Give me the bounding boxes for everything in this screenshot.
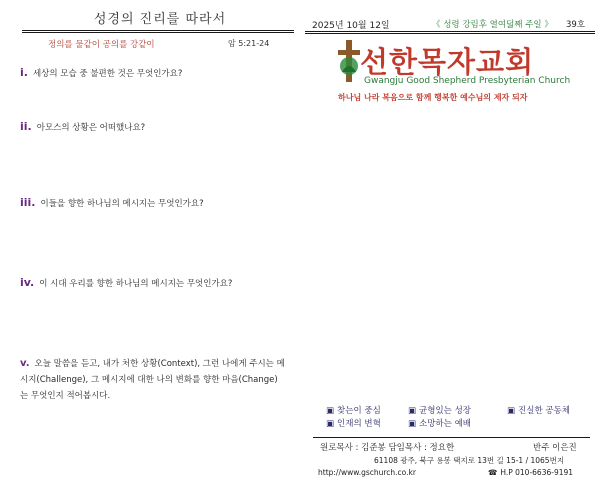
question-text: 이 시대 우리를 향한 하나님의 메시지는 무엇인가요? xyxy=(39,279,233,289)
question-item xyxy=(20,120,145,133)
church-logo-icon xyxy=(336,38,362,84)
checkbox-icon: ▣ xyxy=(408,406,417,416)
question-item xyxy=(20,66,182,79)
question-text: 세상의 모습 중 불편한 것은 무엇인가요? xyxy=(32,69,183,79)
core-value-item xyxy=(326,404,381,416)
core-value-label: 균형있는 성장 xyxy=(419,406,471,416)
scripture-reference: 암 5:21-24 xyxy=(228,39,270,48)
sermon-title: 정의를 물같이 공의를 강같이 xyxy=(48,40,155,50)
question-number: ii. xyxy=(20,120,32,133)
question-number: v. xyxy=(20,358,30,369)
core-value-label: 소망하는 예배 xyxy=(419,419,471,429)
core-value-item xyxy=(326,417,381,429)
core-value-item xyxy=(408,404,471,416)
checkbox-icon: ▣ xyxy=(408,419,417,429)
phone-number xyxy=(488,468,573,477)
question-number: iv. xyxy=(20,276,35,289)
checkbox-icon: ▣ xyxy=(326,406,335,416)
question-text: 이들을 향한 하나님의 메시지는 무엇인가요? xyxy=(40,199,204,209)
header-divider xyxy=(305,31,595,34)
question-item xyxy=(20,356,285,404)
question-item xyxy=(20,196,204,209)
question-text: 오늘 말씀을 듣고, 내가 처한 상황(Context), 그런 나에게 주시는 메시지(Challenge), 그 메시지에 대한 나의 변화를 향한 마음(Change)는 무엇인지 적어봅시다. xyxy=(20,359,285,401)
question-item xyxy=(20,276,232,289)
question-text: 아모스의 상황은 어떠했나요? xyxy=(36,123,146,133)
core-value-item xyxy=(408,417,471,429)
question-number: i. xyxy=(20,66,28,79)
footer-divider xyxy=(313,437,590,438)
core-value-item xyxy=(507,404,570,416)
checkbox-icon: ▣ xyxy=(326,419,335,429)
bulletin-date: 2025년 10월 12일 xyxy=(312,21,390,31)
phone-icon: ☎ xyxy=(488,468,498,477)
church-motto: 하나님 나라 복음으로 함께 행복한 예수님의 제자 되자 xyxy=(338,93,528,102)
church-english-name: Gwangju Good Shepherd Presbyterian Church xyxy=(364,76,571,86)
pastors-info: 원로목사 : 김준봉 담임목사 : 정요한 xyxy=(320,443,455,453)
liturgical-sunday: 《 성령 강림후 열여덟째 주일 》 xyxy=(432,20,553,30)
issue-number: 39호 xyxy=(566,20,586,30)
section-title: 성경의 진리를 따라서 xyxy=(93,12,227,27)
church-name: 선한목자교회 xyxy=(360,45,535,79)
core-value-label: 찾는이 중심 xyxy=(337,406,381,416)
church-address: 61108 광주, 북구 용봉 택지로 13번 길 15-1 / 1065번지 xyxy=(374,456,565,465)
checkbox-icon: ▣ xyxy=(507,406,516,416)
core-value-label: 진실한 공동체 xyxy=(518,406,570,416)
title-divider xyxy=(22,30,294,33)
website-link[interactable]: http://www.gschurch.co.kr xyxy=(318,468,416,477)
accompanist-info: 반주 이은진 xyxy=(533,443,577,453)
phone-text: H.P 010-6636-9191 xyxy=(500,468,574,477)
core-value-label: 인재의 변혁 xyxy=(337,419,381,429)
question-number: iii. xyxy=(20,196,36,209)
